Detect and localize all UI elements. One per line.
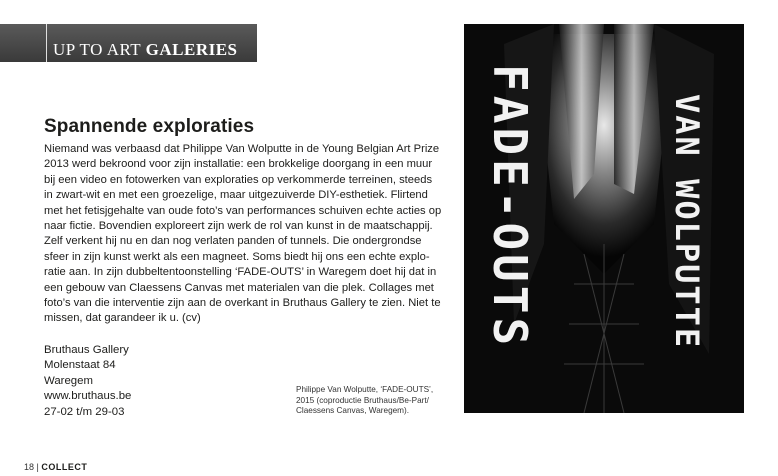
gallery-name: Bruthaus Gallery: [44, 344, 129, 356]
body-line: een gebouw van Claessens Canvas met materialen van die plek. Collages met: [44, 281, 434, 294]
exhibition-dates: 27-02 t/m 29-03: [44, 405, 125, 418]
body-line: 2013 werd bekroond voor zijn installatie: een brokkelige doorgang in een muur: [44, 158, 433, 171]
photo-caption: [296, 385, 456, 417]
body-line: in zwart-wit en met een groezelige, maar uitgezuiverde DIY-esthetiek. Flirtend: [44, 189, 428, 202]
body-line: bij een video en fotowerken van exploraties op verkommerde terreinen, steeds: [44, 173, 433, 186]
section-title: [53, 40, 238, 60]
caption-line: Claessens Canvas, Waregem).: [296, 406, 409, 416]
gallery-address: [44, 343, 131, 420]
gallery-street: Molenstaat 84: [44, 359, 116, 372]
body-line: foto’s van die interventie zijn aan de overkant in Bruthaus Gallery te zien. Niet te: [44, 297, 441, 310]
body-line: naar fictie. Bovendien exploreert zijn werk de rol van kunst in de maatschappij.: [44, 220, 433, 233]
body-line: Zelf verkent hij nu en dan nog verlaten panden of tunnels. Die ondergrondse: [44, 235, 422, 248]
artwork-photo: [464, 24, 744, 413]
article-headline: Spannende exploraties: [44, 116, 255, 137]
footer-separator: |: [36, 462, 39, 472]
gallery-city: Waregem: [44, 374, 93, 387]
body-line: missen, dat garandeer ik u. (cv): [44, 312, 201, 325]
body-line: Niemand was verbaasd dat Philippe Van Wolputte in de Young Belgian Art Prize: [44, 143, 440, 155]
page-number: 18: [24, 462, 35, 472]
section-title-bold: GALERIES: [145, 40, 238, 59]
article-body: [44, 142, 444, 327]
section-header-rule: [46, 24, 47, 62]
caption-line: 2015 (coproductie Bruthaus/Be-Part/: [296, 395, 429, 405]
artwork-photo-illustration: [464, 24, 744, 413]
photo-text-van-wolputte: VAN WOLPUTTE: [668, 94, 706, 350]
body-line: sfeer in zijn kunst werkt als een magneet. Soms biedt hij ons een echte explo-: [44, 250, 430, 263]
page-footer: [24, 462, 87, 472]
section-title-light: UP TO ART: [53, 40, 141, 59]
gallery-website: www.bruthaus.be: [44, 390, 132, 403]
body-line: ratie aan. In zijn dubbeltentoonstelling ‘FADE-OUTS’ in Waregem doet hij dat in: [44, 266, 437, 279]
photo-text-fade-outs: FADE-OUTS: [483, 64, 537, 350]
magazine-name: COLLECT: [41, 462, 88, 472]
caption-line: Philippe Van Wolputte, ‘FADE-OUTS’,: [296, 385, 434, 394]
body-line: met het fetisjgehalte van oude foto’s van performances schuiven echte acties op: [44, 204, 442, 217]
